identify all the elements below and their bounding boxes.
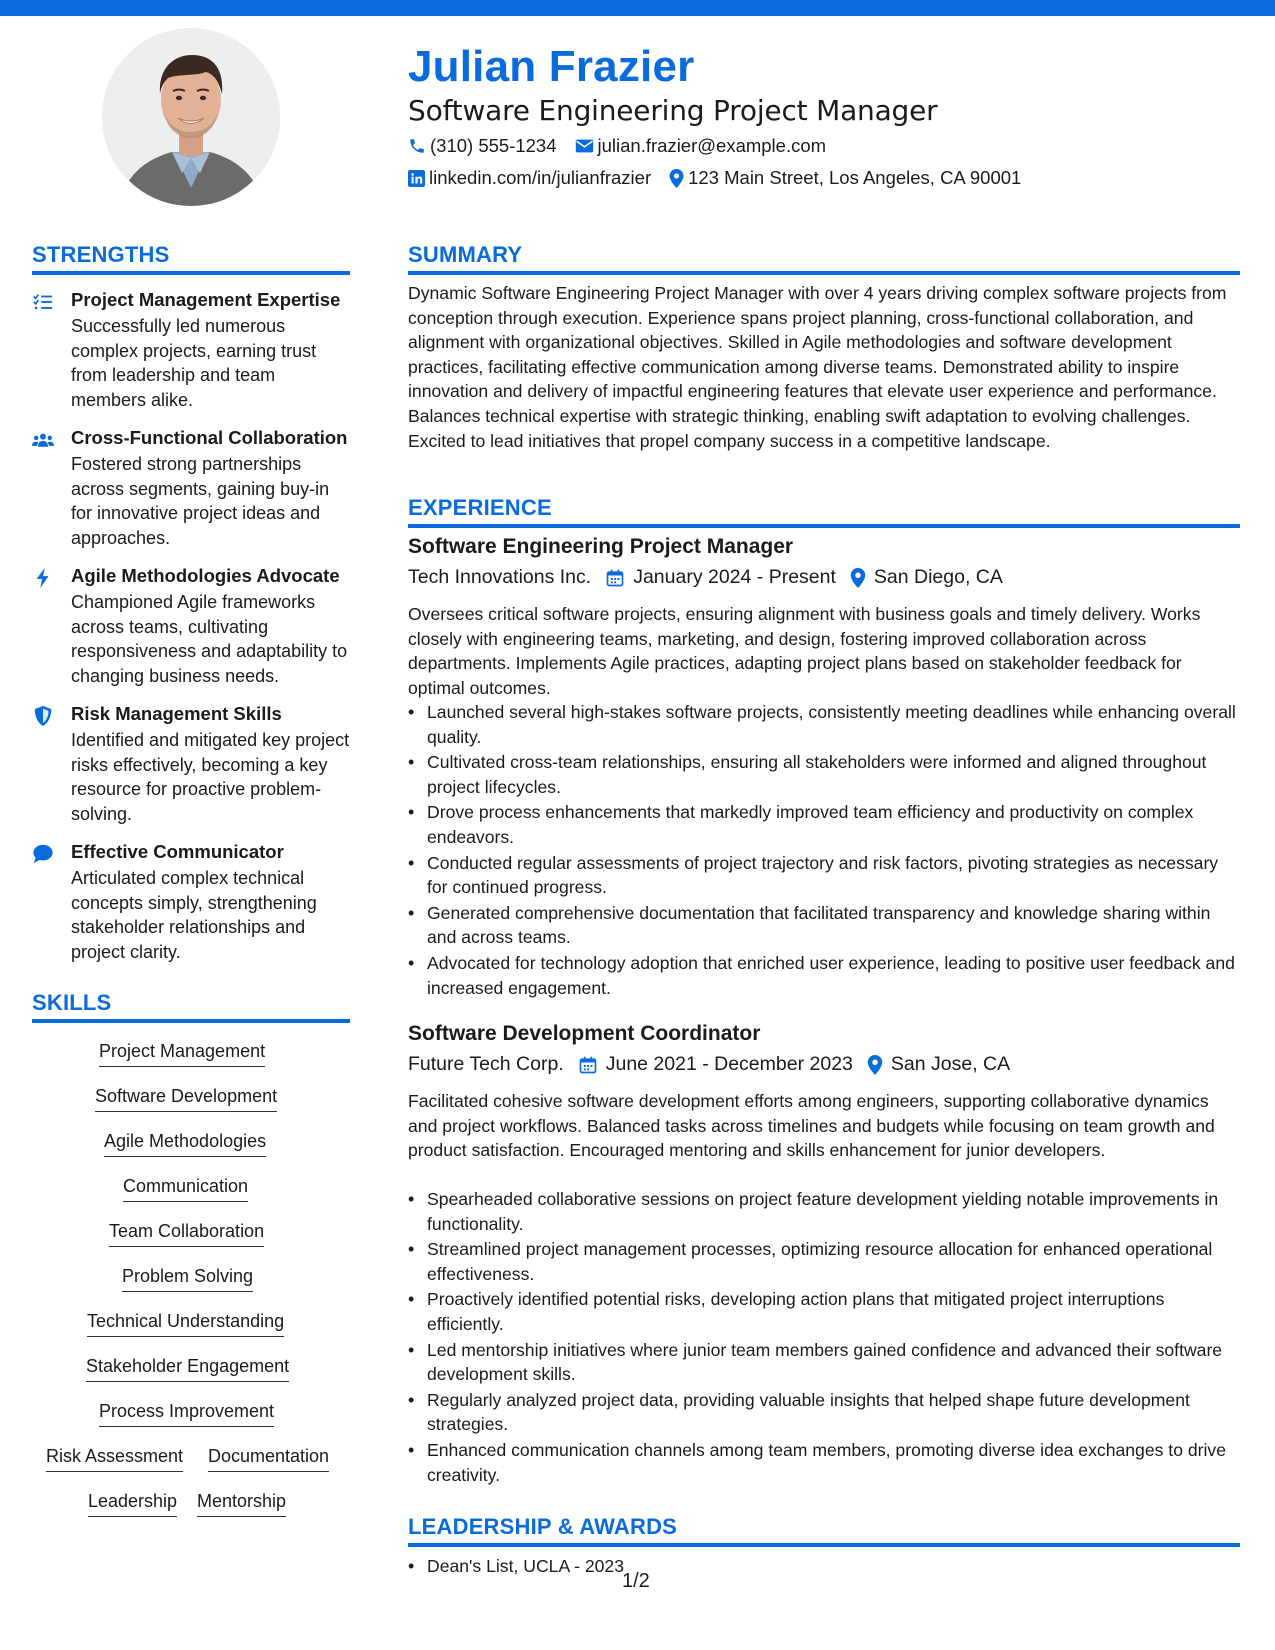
skills-rule [32,1019,350,1023]
phone-text: (310) 555-1234 [430,135,557,156]
address-text: 123 Main Street, Los Angeles, CA 90001 [688,167,1022,188]
strength-title: Cross-Functional Collaboration [71,427,348,448]
strength-title: Risk Management Skills [71,703,282,724]
calendar-icon [578,1055,598,1075]
list-item: • Launched several high-stakes software projects, consistently meeting deadlines while enhancing overall quality. [408,700,1240,749]
list-item: • Generated comprehensive documentation that facilitated transparency and knowledge sharing within and across teams. [408,901,1240,950]
lightning-icon [32,567,54,589]
leadership-heading: LEADERSHIP & AWARDS [408,1514,678,1539]
address-contact [669,167,1021,189]
list-item: • Advocated for technology adoption that enriched user experience, leading to positive user feedback and increased engagement. [408,951,1240,1000]
strengths-rule [32,271,350,275]
list-item: • Conducted regular assessments of project trajectory and risk factors, pivoting strategies as necessary for continued progress. [408,851,1240,900]
list-item: • Spearheaded collaborative sessions on project feature development yielding notable improvements in functionality. [408,1187,1240,1236]
profile-photo [102,28,280,206]
skill-tag: Risk Assessment [46,1446,183,1472]
job-location [867,1053,1010,1076]
skill-tag: Problem Solving [122,1266,253,1292]
users-icon [32,429,54,451]
strength-title: Project Management Expertise [71,289,341,310]
strength-title: Agile Methodologies Advocate [71,565,340,586]
email-text[interactable]: julian.frazier@example.com [597,135,827,156]
phone-contact [408,135,557,157]
job-meta [408,566,1017,589]
skill-tag: Stakeholder Engagement [86,1356,289,1382]
strength-desc: Fostered strong partnerships across segments, gaining buy-in for innovative project ideas and approaches. [71,454,330,548]
job-bullets [408,700,1240,1001]
skill-tag: Communication [123,1176,248,1202]
strength-desc: Articulated complex technical concepts simply, strengthening stakeholder relationships and project clarity. [71,868,317,962]
leadership-rule [408,1543,1240,1547]
list-item: • Proactively identified potential risks, developing action plans that mitigated project interruptions efficiently. [408,1287,1240,1336]
job-dates-text: June 2021 - December 2023 [605,1053,853,1075]
job-title: Software Development Coordinator [408,1022,761,1045]
list-item: • Cultivated cross-team relationships, ensuring all stakeholders were informed and aligned throughout project lifecycles. [408,750,1240,799]
map-pin-icon [867,1055,883,1075]
strength-title: Effective Communicator [71,841,284,862]
contact-row-1 [408,135,844,157]
experience-rule [408,524,1240,528]
candidate-title: Software Engineering Project Manager [408,94,938,127]
job-description: Facilitated cohesive software development efforts among engineers, supporting collaborative dynamics and project workflows. Balanced tasks across timelines and budgets while focusing on team growth and product satisfaction. Encouraged mentoring and skills enhancement for junior developers. [408,1091,1215,1161]
summary-heading: SUMMARY [408,242,523,267]
list-check-icon [32,291,54,313]
strengths-heading: STRENGTHS [32,242,170,267]
job-company: Tech Innovations Inc. [408,566,592,588]
job-dates [605,566,836,589]
skills-heading: SKILLS [32,990,112,1015]
map-pin-icon [850,568,866,588]
email-contact[interactable] [575,135,827,157]
list-item: • Streamlined project management processes, optimizing resource allocation for enhanced operational effectiveness. [408,1237,1240,1286]
list-item: • Led mentorship initiatives where junior team members gained confidence and advanced their software development skills. [408,1338,1240,1387]
job-bullets [408,1187,1240,1488]
envelope-icon [575,138,594,154]
linkedin-icon [408,170,425,187]
strength-desc: Identified and mitigated key project risks effectively, becoming a key resource for proactive problem-solving. [71,730,350,824]
job-title: Software Engineering Project Manager [408,535,794,558]
list-item: • Regularly analyzed project data, providing valuable insights that helped shape future development strategies. [408,1388,1240,1437]
chat-bubble-icon [32,843,54,865]
top-accent-bar [0,0,1275,16]
list-item: • Dean's List, UCLA - 2023 [408,1554,1240,1579]
skill-tag: Technical Understanding [87,1311,284,1337]
linkedin-contact[interactable] [408,167,651,189]
job-dates [578,1053,853,1076]
leadership-list [408,1554,1240,1580]
job-location [850,566,1003,589]
page-number: 1/2 [622,1570,650,1592]
list-item: • Drove process enhancements that markedly improved team efficiency and productivity on complex endeavors. [408,800,1240,849]
skill-tag: Software Development [95,1086,277,1112]
strength-desc: Successfully led numerous complex projects, earning trust from leadership and team members alike. [71,316,317,410]
phone-icon [408,137,426,155]
skill-tag: Agile Methodologies [104,1131,266,1157]
linkedin-text[interactable]: linkedin.com/in/julianfrazier [429,167,652,188]
job-company: Future Tech Corp. [408,1053,564,1075]
job-dates-text: January 2024 - Present [633,566,836,588]
candidate-name: Julian Frazier [408,42,695,91]
skill-tag: Mentorship [197,1491,286,1517]
list-item: • Enhanced communication channels among team members, promoting diverse idea exchanges to drive creativity. [408,1438,1240,1487]
skill-tag: Project Management [99,1041,265,1067]
strength-desc: Championed Agile frameworks across teams, cultivating responsiveness and adaptability to changing business needs. [71,592,348,686]
calendar-icon [605,568,625,588]
contact-row-2 [408,167,1039,189]
map-pin-icon [669,169,684,188]
summary-rule [408,271,1240,275]
job-location-text: San Jose, CA [890,1053,1011,1075]
skill-tag: Leadership [88,1491,177,1517]
job-meta [408,1053,1024,1076]
shield-icon [32,705,54,727]
job-location-text: San Diego, CA [873,566,1003,588]
skill-tag: Process Improvement [99,1401,274,1427]
summary-text: Dynamic Software Engineering Project Manager with over 4 years driving complex software projects from conception through execution. Experience spans project planning, cross-functional collaboration, and alignment with organizational objectives. Skilled in Agile methodologies and software development practices, facilitating effective communication among diverse teams. Demonstrated ability to inspire innovation and delivery of impactful engineering features that elevate user experience and performance. Balances technical expertise with strategic thinking, enabling swift adaptation to evolving challenges. Excited to lead initiatives that propel company success in a competitive landscape. [408,283,1227,451]
skill-tag: Team Collaboration [109,1221,264,1247]
skill-tag: Documentation [208,1446,329,1472]
experience-heading: EXPERIENCE [408,495,552,520]
job-description: Oversees critical software projects, ensuring alignment with business goals and timely delivery. Works closely with engineering teams, marketing, and design, fostering improved collaboration across departments. Implements Agile practices, adapting project plans based on stakeholder feedback for optimal outcomes. [408,604,1201,698]
